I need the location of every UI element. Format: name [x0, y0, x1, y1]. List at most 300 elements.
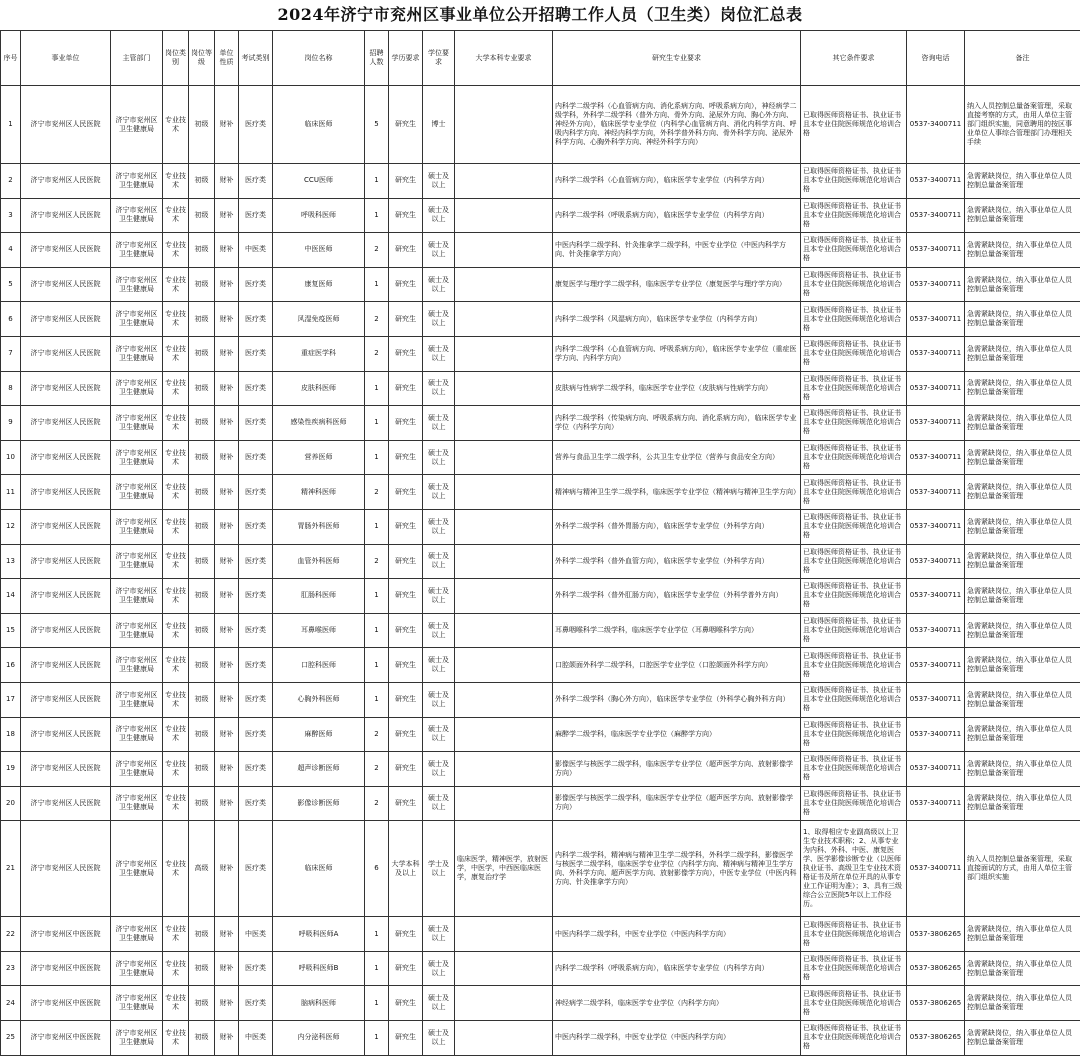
- cell-exam-category: 医疗类: [239, 86, 273, 164]
- cell-undergrad-major-req: [455, 164, 553, 199]
- header-post-name: 岗位名称: [273, 31, 365, 86]
- cell-other-req: 已取得医师资格证书、执业证书且本专业住院医师规范化培训合格: [801, 371, 907, 406]
- cell-education-req: 研究生: [389, 951, 423, 986]
- cell-degree-req: 硕士及以上: [423, 717, 455, 752]
- cell-post-name: 肛肠科医师: [273, 579, 365, 614]
- header-post-category: 岗位类别: [163, 31, 189, 86]
- cell-remarks: 急需紧缺岗位，纳入事业单位人员控制总量备案管理: [965, 371, 1080, 406]
- cell-hiring-count: 2: [365, 475, 389, 510]
- cell-phone: 0537-3400711: [907, 821, 965, 917]
- cell-row-number: 20: [1, 786, 21, 821]
- cell-post-level: 初级: [189, 509, 215, 544]
- cell-phone: 0537-3400711: [907, 406, 965, 441]
- cell-row-number: 11: [1, 475, 21, 510]
- cell-degree-req: 硕士及以上: [423, 267, 455, 302]
- cell-phone: 0537-3806265: [907, 986, 965, 1021]
- cell-graduate-major-req: 外科学二级学科（普外肛肠方向），临床医学专业学位（外科学普外方向）: [553, 579, 801, 614]
- table-row: [1, 164, 1080, 199]
- cell-post-category: 专业技术: [163, 1021, 189, 1056]
- cell-hiring-count: 2: [365, 336, 389, 371]
- table-row: [1, 267, 1080, 302]
- cell-degree-req: 硕士及以上: [423, 164, 455, 199]
- cell-other-req: 已取得医师资格证书、执业证书且本专业住院医师规范化培训合格: [801, 648, 907, 683]
- cell-education-req: 研究生: [389, 86, 423, 164]
- cell-post-name: 皮肤科医师: [273, 371, 365, 406]
- cell-graduate-major-req: 神经病学二级学科，临床医学专业学位（内科学方向）: [553, 986, 801, 1021]
- cell-remarks: 急需紧缺岗位，纳入事业单位人员控制总量备案管理: [965, 579, 1080, 614]
- cell-phone: 0537-3400711: [907, 267, 965, 302]
- cell-degree-req: 硕士及以上: [423, 198, 455, 233]
- cell-hiring-count: 2: [365, 302, 389, 337]
- cell-degree-req: 硕士及以上: [423, 544, 455, 579]
- cell-remarks: 急需紧缺岗位，纳入事业单位人员控制总量备案管理: [965, 336, 1080, 371]
- cell-row-number: 25: [1, 1021, 21, 1056]
- cell-education-req: 研究生: [389, 336, 423, 371]
- cell-degree-req: 硕士及以上: [423, 302, 455, 337]
- cell-supervising-dept: 济宁市兖州区卫生健康局: [111, 752, 163, 787]
- cell-exam-category: 医疗类: [239, 648, 273, 683]
- cell-unit-nature: 财补: [215, 821, 239, 917]
- cell-other-req: 已取得医师资格证书、执业证书且本专业住院医师规范化培训合格: [801, 509, 907, 544]
- cell-remarks: 急需紧缺岗位，纳入事业单位人员控制总量备案管理: [965, 613, 1080, 648]
- table-row: [1, 475, 1080, 510]
- cell-education-req: 研究生: [389, 717, 423, 752]
- cell-exam-category: 医疗类: [239, 509, 273, 544]
- cell-undergrad-major-req: [455, 440, 553, 475]
- cell-post-category: 专业技术: [163, 233, 189, 268]
- cell-post-category: 专业技术: [163, 648, 189, 683]
- cell-education-req: 研究生: [389, 371, 423, 406]
- cell-education-req: 研究生: [389, 1021, 423, 1056]
- cell-post-level: 初级: [189, 267, 215, 302]
- cell-exam-category: 医疗类: [239, 951, 273, 986]
- cell-graduate-major-req: 影像医学与核医学二级学科，临床医学专业学位（超声医学方向、放射影像学方向）: [553, 752, 801, 787]
- cell-row-number: 2: [1, 164, 21, 199]
- table-row: [1, 951, 1080, 986]
- cell-post-level: 初级: [189, 613, 215, 648]
- cell-post-level: 初级: [189, 302, 215, 337]
- cell-post-category: 专业技术: [163, 752, 189, 787]
- cell-employer: 济宁市兖州区人民医院: [21, 475, 111, 510]
- cell-degree-req: 博士: [423, 86, 455, 164]
- cell-supervising-dept: 济宁市兖州区卫生健康局: [111, 544, 163, 579]
- table-row: [1, 371, 1080, 406]
- header-phone: 咨询电话: [907, 31, 965, 86]
- cell-education-req: 大学本科及以上: [389, 821, 423, 917]
- cell-remarks: 急需紧缺岗位，纳入事业单位人员控制总量备案管理: [965, 986, 1080, 1021]
- cell-other-req: 已取得医师资格证书、执业证书且本专业住院医师规范化培训合格: [801, 682, 907, 717]
- cell-post-level: 初级: [189, 544, 215, 579]
- cell-hiring-count: 1: [365, 986, 389, 1021]
- header-unit-nature: 单位性质: [215, 31, 239, 86]
- cell-post-name: 麻醉医师: [273, 717, 365, 752]
- cell-post-name: 呼吸科医师B: [273, 951, 365, 986]
- cell-other-req: 已取得医师资格证书、执业证书且本专业住院医师规范化培训合格: [801, 475, 907, 510]
- cell-employer: 济宁市兖州区人民医院: [21, 544, 111, 579]
- cell-phone: 0537-3806265: [907, 951, 965, 986]
- cell-undergrad-major-req: [455, 371, 553, 406]
- cell-unit-nature: 财补: [215, 440, 239, 475]
- cell-row-number: 16: [1, 648, 21, 683]
- cell-education-req: 研究生: [389, 164, 423, 199]
- cell-undergrad-major-req: [455, 579, 553, 614]
- cell-unit-nature: 财补: [215, 682, 239, 717]
- cell-unit-nature: 财补: [215, 917, 239, 952]
- cell-exam-category: 医疗类: [239, 475, 273, 510]
- cell-post-level: 高级: [189, 821, 215, 917]
- cell-phone: 0537-3400711: [907, 717, 965, 752]
- header-graduate-major-req: 研究生专业要求: [553, 31, 801, 86]
- cell-row-number: 22: [1, 917, 21, 952]
- cell-graduate-major-req: 内科学二级学科（呼吸系病方向），临床医学专业学位（内科学方向）: [553, 951, 801, 986]
- cell-graduate-major-req: 外科学二级学科（胸心外方向），临床医学专业学位（外科学心胸外科方向）: [553, 682, 801, 717]
- cell-phone: 0537-3400711: [907, 475, 965, 510]
- table-row: [1, 336, 1080, 371]
- cell-degree-req: 硕士及以上: [423, 475, 455, 510]
- cell-hiring-count: 2: [365, 752, 389, 787]
- cell-post-level: 初级: [189, 336, 215, 371]
- cell-exam-category: 医疗类: [239, 821, 273, 917]
- cell-remarks: 急需紧缺岗位，纳入事业单位人员控制总量备案管理: [965, 509, 1080, 544]
- cell-graduate-major-req: 外科学二级学科（普外胃肠方向），临床医学专业学位（外科学方向）: [553, 509, 801, 544]
- cell-employer: 济宁市兖州区人民医院: [21, 267, 111, 302]
- cell-other-req: 已取得医师资格证书、执业证书且本专业住院医师规范化培训合格: [801, 986, 907, 1021]
- cell-undergrad-major-req: [455, 406, 553, 441]
- cell-row-number: 13: [1, 544, 21, 579]
- cell-row-number: 14: [1, 579, 21, 614]
- cell-undergrad-major-req: [455, 509, 553, 544]
- cell-unit-nature: 财补: [215, 198, 239, 233]
- cell-undergrad-major-req: 临床医学，精神医学，放射医学，中医学，中西医临床医学，康复治疗学: [455, 821, 553, 917]
- cell-other-req: 已取得医师资格证书、执业证书且本专业住院医师规范化培训合格: [801, 164, 907, 199]
- header-hiring-count: 招聘人数: [365, 31, 389, 86]
- cell-post-category: 专业技术: [163, 951, 189, 986]
- cell-degree-req: 硕士及以上: [423, 1021, 455, 1056]
- cell-graduate-major-req: 精神病与精神卫生学二级学科，临床医学专业学位（精神病与精神卫生学方向）: [553, 475, 801, 510]
- cell-row-number: 21: [1, 821, 21, 917]
- cell-post-level: 初级: [189, 86, 215, 164]
- table-row: [1, 1021, 1080, 1056]
- cell-undergrad-major-req: [455, 786, 553, 821]
- cell-row-number: 9: [1, 406, 21, 441]
- cell-unit-nature: 财补: [215, 336, 239, 371]
- cell-employer: 济宁市兖州区中医医院: [21, 986, 111, 1021]
- cell-undergrad-major-req: [455, 544, 553, 579]
- cell-post-level: 初级: [189, 579, 215, 614]
- cell-post-name: 临床医师: [273, 821, 365, 917]
- cell-graduate-major-req: 内科学二级学科（心血管病方向、呼吸系病方向），临床医学专业学位（重症医学方向、内科学方向）: [553, 336, 801, 371]
- cell-graduate-major-req: 内科学二级学科（呼吸系病方向），临床医学专业学位（内科学方向）: [553, 198, 801, 233]
- cell-hiring-count: 1: [365, 198, 389, 233]
- cell-graduate-major-req: 耳鼻咽喉科学二级学科，临床医学专业学位（耳鼻咽喉科学方向）: [553, 613, 801, 648]
- cell-employer: 济宁市兖州区人民医院: [21, 717, 111, 752]
- cell-graduate-major-req: 内科学二级学科（风湿病方向），临床医学专业学位（内科学方向）: [553, 302, 801, 337]
- cell-exam-category: 医疗类: [239, 786, 273, 821]
- header-other-req: 其它条件要求: [801, 31, 907, 86]
- cell-row-number: 15: [1, 613, 21, 648]
- cell-degree-req: 硕士及以上: [423, 613, 455, 648]
- cell-unit-nature: 财补: [215, 1021, 239, 1056]
- cell-post-category: 专业技术: [163, 717, 189, 752]
- table-row: [1, 86, 1080, 164]
- cell-other-req: 已取得医师资格证书、执业证书且本专业住院医师规范化培训合格: [801, 786, 907, 821]
- cell-unit-nature: 财补: [215, 371, 239, 406]
- header-degree-req: 学位要求: [423, 31, 455, 86]
- cell-supervising-dept: 济宁市兖州区卫生健康局: [111, 1021, 163, 1056]
- cell-row-number: 18: [1, 717, 21, 752]
- cell-phone: 0537-3400711: [907, 164, 965, 199]
- table-header-row: [1, 31, 1080, 86]
- cell-degree-req: 硕士及以上: [423, 406, 455, 441]
- cell-education-req: 研究生: [389, 440, 423, 475]
- cell-graduate-major-req: 中医内科学二级学科，中医专业学位（中医内科学方向）: [553, 1021, 801, 1056]
- cell-education-req: 研究生: [389, 648, 423, 683]
- header-supervising-dept: 主管部门: [111, 31, 163, 86]
- cell-hiring-count: 2: [365, 544, 389, 579]
- cell-phone: 0537-3400711: [907, 544, 965, 579]
- cell-remarks: 急需紧缺岗位，纳入事业单位人员控制总量备案管理: [965, 267, 1080, 302]
- cell-remarks: 急需紧缺岗位，纳入事业单位人员控制总量备案管理: [965, 648, 1080, 683]
- cell-hiring-count: 1: [365, 440, 389, 475]
- cell-post-category: 专业技术: [163, 986, 189, 1021]
- cell-exam-category: 医疗类: [239, 267, 273, 302]
- cell-supervising-dept: 济宁市兖州区卫生健康局: [111, 440, 163, 475]
- cell-unit-nature: 财补: [215, 302, 239, 337]
- cell-post-level: 初级: [189, 786, 215, 821]
- cell-education-req: 研究生: [389, 544, 423, 579]
- cell-post-category: 专业技术: [163, 786, 189, 821]
- cell-other-req: 已取得医师资格证书、执业证书且本专业住院医师规范化培训合格: [801, 406, 907, 441]
- cell-remarks: 急需紧缺岗位，纳入事业单位人员控制总量备案管理: [965, 233, 1080, 268]
- cell-degree-req: 硕士及以上: [423, 986, 455, 1021]
- job-summary-table: [0, 30, 1080, 1056]
- cell-post-name: 临床医师: [273, 86, 365, 164]
- table-row: [1, 682, 1080, 717]
- cell-post-name: 康复医师: [273, 267, 365, 302]
- cell-education-req: 研究生: [389, 302, 423, 337]
- cell-post-name: 感染性疾病科医师: [273, 406, 365, 441]
- cell-phone: 0537-3400711: [907, 648, 965, 683]
- cell-graduate-major-req: 皮肤病与性病学二级学科，临床医学专业学位（皮肤病与性病学方向）: [553, 371, 801, 406]
- table-row: [1, 648, 1080, 683]
- cell-undergrad-major-req: [455, 267, 553, 302]
- cell-remarks: 急需紧缺岗位，纳入事业单位人员控制总量备案管理: [965, 752, 1080, 787]
- cell-supervising-dept: 济宁市兖州区卫生健康局: [111, 717, 163, 752]
- cell-other-req: 已取得医师资格证书、执业证书且本专业住院医师规范化培训合格: [801, 233, 907, 268]
- cell-exam-category: 医疗类: [239, 440, 273, 475]
- cell-hiring-count: 1: [365, 951, 389, 986]
- cell-unit-nature: 财补: [215, 475, 239, 510]
- cell-undergrad-major-req: [455, 86, 553, 164]
- cell-supervising-dept: 济宁市兖州区卫生健康局: [111, 648, 163, 683]
- cell-hiring-count: 6: [365, 821, 389, 917]
- cell-hiring-count: 2: [365, 786, 389, 821]
- cell-phone: 0537-3400711: [907, 440, 965, 475]
- cell-hiring-count: 5: [365, 86, 389, 164]
- header-employer: 事业单位: [21, 31, 111, 86]
- cell-hiring-count: 1: [365, 267, 389, 302]
- cell-unit-nature: 财补: [215, 986, 239, 1021]
- table-row: [1, 917, 1080, 952]
- cell-phone: 0537-3806265: [907, 917, 965, 952]
- cell-supervising-dept: 济宁市兖州区卫生健康局: [111, 986, 163, 1021]
- cell-graduate-major-req: 内科学二级学科（传染病方向、呼吸系病方向、消化系病方向），临床医学专业学位（内科学方向）: [553, 406, 801, 441]
- cell-education-req: 研究生: [389, 613, 423, 648]
- cell-other-req: 已取得医师资格证书、执业证书且本专业住院医师规范化培训合格: [801, 86, 907, 164]
- cell-employer: 济宁市兖州区人民医院: [21, 336, 111, 371]
- cell-employer: 济宁市兖州区人民医院: [21, 440, 111, 475]
- cell-employer: 济宁市兖州区人民医院: [21, 682, 111, 717]
- cell-remarks: 急需紧缺岗位，纳入事业单位人员控制总量备案管理: [965, 786, 1080, 821]
- cell-hiring-count: 1: [365, 917, 389, 952]
- cell-supervising-dept: 济宁市兖州区卫生健康局: [111, 164, 163, 199]
- cell-post-name: 耳鼻喉医师: [273, 613, 365, 648]
- cell-remarks: 纳入人员控制总量备案管理，采取直接考察的方式，由用人单位主管部门组织实施，同意聘用的按区事业单位人事综合管理部门办理相关手续: [965, 86, 1080, 164]
- cell-employer: 济宁市兖州区人民医院: [21, 579, 111, 614]
- cell-education-req: 研究生: [389, 986, 423, 1021]
- cell-unit-nature: 财补: [215, 86, 239, 164]
- cell-post-level: 初级: [189, 406, 215, 441]
- cell-post-category: 专业技术: [163, 682, 189, 717]
- cell-unit-nature: 财补: [215, 579, 239, 614]
- cell-undergrad-major-req: [455, 1021, 553, 1056]
- cell-employer: 济宁市兖州区人民医院: [21, 371, 111, 406]
- cell-undergrad-major-req: [455, 682, 553, 717]
- cell-undergrad-major-req: [455, 613, 553, 648]
- cell-hiring-count: 1: [365, 371, 389, 406]
- cell-exam-category: 医疗类: [239, 336, 273, 371]
- cell-graduate-major-req: 中医内科学二级学科、针灸推拿学二级学科，中医专业学位（中医内科学方向、针灸推拿学方向）: [553, 233, 801, 268]
- cell-row-number: 12: [1, 509, 21, 544]
- cell-post-level: 初级: [189, 475, 215, 510]
- cell-post-name: 呼吸科医师A: [273, 917, 365, 952]
- cell-post-name: CCU医师: [273, 164, 365, 199]
- cell-graduate-major-req: 外科学二级学科（普外血管方向），临床医学专业学位（外科学方向）: [553, 544, 801, 579]
- cell-unit-nature: 财补: [215, 267, 239, 302]
- cell-undergrad-major-req: [455, 302, 553, 337]
- cell-graduate-major-req: 内科学二级学科（心血管病方向），临床医学专业学位（内科学方向）: [553, 164, 801, 199]
- cell-remarks: 急需紧缺岗位，纳入事业单位人员控制总量备案管理: [965, 1021, 1080, 1056]
- cell-degree-req: 硕士及以上: [423, 917, 455, 952]
- cell-graduate-major-req: 中医内科学二级学科，中医专业学位（中医内科学方向）: [553, 917, 801, 952]
- cell-education-req: 研究生: [389, 786, 423, 821]
- cell-post-category: 专业技术: [163, 267, 189, 302]
- cell-hiring-count: 2: [365, 717, 389, 752]
- cell-post-level: 初级: [189, 440, 215, 475]
- cell-education-req: 研究生: [389, 475, 423, 510]
- cell-graduate-major-req: 康复医学与理疗学二级学科，临床医学专业学位（康复医学与理疗学方向）: [553, 267, 801, 302]
- cell-employer: 济宁市兖州区人民医院: [21, 613, 111, 648]
- cell-phone: 0537-3400711: [907, 371, 965, 406]
- cell-phone: 0537-3400711: [907, 233, 965, 268]
- cell-unit-nature: 财补: [215, 786, 239, 821]
- cell-post-category: 专业技术: [163, 440, 189, 475]
- cell-undergrad-major-req: [455, 752, 553, 787]
- cell-phone: 0537-3400711: [907, 509, 965, 544]
- cell-education-req: 研究生: [389, 579, 423, 614]
- cell-education-req: 研究生: [389, 682, 423, 717]
- cell-post-category: 专业技术: [163, 579, 189, 614]
- cell-education-req: 研究生: [389, 917, 423, 952]
- cell-other-req: 已取得医师资格证书、执业证书且本专业住院医师规范化培训合格: [801, 717, 907, 752]
- cell-post-level: 初级: [189, 648, 215, 683]
- cell-exam-category: 医疗类: [239, 164, 273, 199]
- cell-post-level: 初级: [189, 198, 215, 233]
- header-row-number: 序号: [1, 31, 21, 86]
- cell-degree-req: 硕士及以上: [423, 509, 455, 544]
- cell-row-number: 17: [1, 682, 21, 717]
- cell-phone: 0537-3400711: [907, 198, 965, 233]
- cell-post-name: 重症医学科: [273, 336, 365, 371]
- table-row: [1, 440, 1080, 475]
- table-body: [1, 86, 1080, 1056]
- table-row: [1, 544, 1080, 579]
- cell-remarks: 急需紧缺岗位，纳入事业单位人员控制总量备案管理: [965, 164, 1080, 199]
- cell-education-req: 研究生: [389, 267, 423, 302]
- cell-post-category: 专业技术: [163, 613, 189, 648]
- cell-unit-nature: 财补: [215, 717, 239, 752]
- cell-other-req: 已取得医师资格证书、执业证书且本专业住院医师规范化培训合格: [801, 267, 907, 302]
- cell-post-category: 专业技术: [163, 509, 189, 544]
- cell-unit-nature: 财补: [215, 406, 239, 441]
- cell-supervising-dept: 济宁市兖州区卫生健康局: [111, 786, 163, 821]
- cell-row-number: 24: [1, 986, 21, 1021]
- cell-degree-req: 硕士及以上: [423, 440, 455, 475]
- cell-exam-category: 中医类: [239, 917, 273, 952]
- cell-post-category: 专业技术: [163, 917, 189, 952]
- table-row: [1, 509, 1080, 544]
- cell-supervising-dept: 济宁市兖州区卫生健康局: [111, 371, 163, 406]
- cell-phone: 0537-3400711: [907, 336, 965, 371]
- table-row: [1, 752, 1080, 787]
- cell-degree-req: 硕士及以上: [423, 371, 455, 406]
- cell-degree-req: 硕士及以上: [423, 951, 455, 986]
- cell-post-level: 初级: [189, 1021, 215, 1056]
- cell-exam-category: 中医类: [239, 1021, 273, 1056]
- cell-hiring-count: 1: [365, 406, 389, 441]
- cell-supervising-dept: 济宁市兖州区卫生健康局: [111, 917, 163, 952]
- cell-phone: 0537-3400711: [907, 682, 965, 717]
- table-row: [1, 233, 1080, 268]
- cell-education-req: 研究生: [389, 406, 423, 441]
- cell-phone: 0537-3400711: [907, 86, 965, 164]
- cell-exam-category: 医疗类: [239, 198, 273, 233]
- cell-unit-nature: 财补: [215, 509, 239, 544]
- header-exam-category: 考试类别: [239, 31, 273, 86]
- cell-supervising-dept: 济宁市兖州区卫生健康局: [111, 198, 163, 233]
- cell-education-req: 研究生: [389, 198, 423, 233]
- cell-row-number: 7: [1, 336, 21, 371]
- cell-post-level: 初级: [189, 917, 215, 952]
- cell-unit-nature: 财补: [215, 233, 239, 268]
- cell-supervising-dept: 济宁市兖州区卫生健康局: [111, 233, 163, 268]
- cell-unit-nature: 财补: [215, 752, 239, 787]
- cell-exam-category: 中医类: [239, 233, 273, 268]
- cell-hiring-count: 1: [365, 613, 389, 648]
- cell-exam-category: 医疗类: [239, 613, 273, 648]
- cell-degree-req: 硕士及以上: [423, 682, 455, 717]
- cell-row-number: 5: [1, 267, 21, 302]
- cell-hiring-count: 2: [365, 233, 389, 268]
- cell-post-category: 专业技术: [163, 336, 189, 371]
- cell-exam-category: 医疗类: [239, 682, 273, 717]
- cell-employer: 济宁市兖州区人民医院: [21, 509, 111, 544]
- cell-remarks: 急需紧缺岗位，纳入事业单位人员控制总量备案管理: [965, 302, 1080, 337]
- table-row: [1, 986, 1080, 1021]
- table-row: [1, 198, 1080, 233]
- cell-other-req: 已取得医师资格证书、执业证书且本专业住院医师规范化培训合格: [801, 951, 907, 986]
- cell-unit-nature: 财补: [215, 613, 239, 648]
